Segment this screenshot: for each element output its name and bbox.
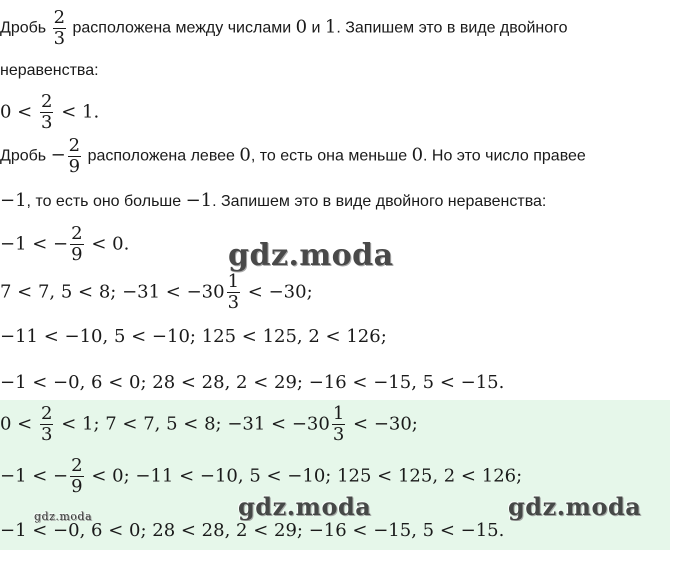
math-minus: − [50,144,66,166]
answer-line-2 [0,456,522,497]
text-span: . Но это число правее [423,147,586,165]
inequality-line-3 [0,92,99,133]
math-text: −1 < − [0,233,69,255]
math-text: −1 < −0, 6 < 0; 28 < 28, 2 < 29; −16 < −15, 5 < −15. [0,520,505,541]
fraction-two-ninths [70,224,83,265]
denominator: 3 [227,292,240,313]
paragraph-line-1 [0,8,568,49]
fraction-two-thirds [53,8,66,49]
math-zero: 0 [411,144,424,166]
math-zero: 0 [239,144,251,166]
math-text: < 0. [91,233,130,255]
denominator: 9 [71,244,83,265]
denominator: 3 [53,28,66,49]
numerator: 2 [41,403,53,424]
denominator: 3 [332,424,345,445]
math-text: −11 < −10, 5 < −10; 125 < 125, 2 < 126; [0,326,387,347]
numerator: 2 [71,455,83,476]
fraction-two-ninths [70,456,83,497]
inequality-line-8 [0,326,387,347]
watermark-logo: gdz.moda [238,492,372,521]
text-span: Дробь [0,147,51,165]
inequality-line-7 [0,272,313,313]
fraction-two-thirds [40,92,53,133]
fraction-two-ninths [68,136,81,177]
math-neg-one: −1 [0,190,27,211]
text-span: . Запишем это в виде двойного [336,19,568,37]
denominator: 3 [41,424,53,445]
paragraph-line-4 [0,136,586,177]
watermark-logo: gdz.moda [228,238,394,273]
numerator: 1 [332,403,345,424]
fraction-one-third [332,404,345,445]
watermark-logo: gdz.moda [508,492,642,521]
paragraph-line-5 [0,190,546,211]
numerator: 1 [227,271,240,292]
math-text: < −30; [247,281,313,303]
math-zero: 0 [295,16,308,38]
paragraph-line-2 [0,62,99,80]
math-text: 7 < 7, 5 < 8; −31 < −30 [0,281,225,303]
inequality-line-6 [0,224,129,265]
math-neg-one: −1 [185,190,213,211]
text-span: Дробь [0,19,51,37]
math-text: < −30; [353,413,418,435]
math-text: 0 < [0,101,33,123]
text-span: расположена между числами [68,19,296,37]
numerator: 2 [53,7,66,28]
answer-line-1 [0,404,418,445]
denominator: 9 [71,476,83,497]
fraction-one-third [227,272,240,313]
denominator: 9 [68,156,81,177]
text-span: и [307,19,325,37]
text-span: неравенства: [0,62,99,79]
text-span: , то есть она меньше [250,147,412,165]
math-text: −1 < − [0,465,69,487]
numerator: 2 [68,135,81,156]
math-text: −1 < −0, 6 < 0; 28 < 28, 2 < 29; −16 < −15, 5 < −15. [0,372,505,393]
text-span: . Запишем это в виде двойного неравенства: [212,193,547,210]
math-one: 1 [324,16,337,38]
math-text: < 1; 7 < 7, 5 < 8; −31 < −30 [61,413,330,435]
text-span: , то есть оно больше [26,193,186,210]
math-text: 0 < [0,413,33,435]
numerator: 2 [41,91,53,112]
math-text: < 0; −11 < −10, 5 < −10; 125 < 125, 2 < 126; [91,465,523,487]
math-text: < 1. [61,101,100,123]
watermark-small: gdz.moda [34,510,93,523]
answer-line-3 [0,520,504,541]
inequality-line-9 [0,372,504,393]
numerator: 2 [71,223,83,244]
fraction-two-thirds [40,404,53,445]
text-span: расположена левее [83,147,240,165]
denominator: 3 [41,112,53,133]
